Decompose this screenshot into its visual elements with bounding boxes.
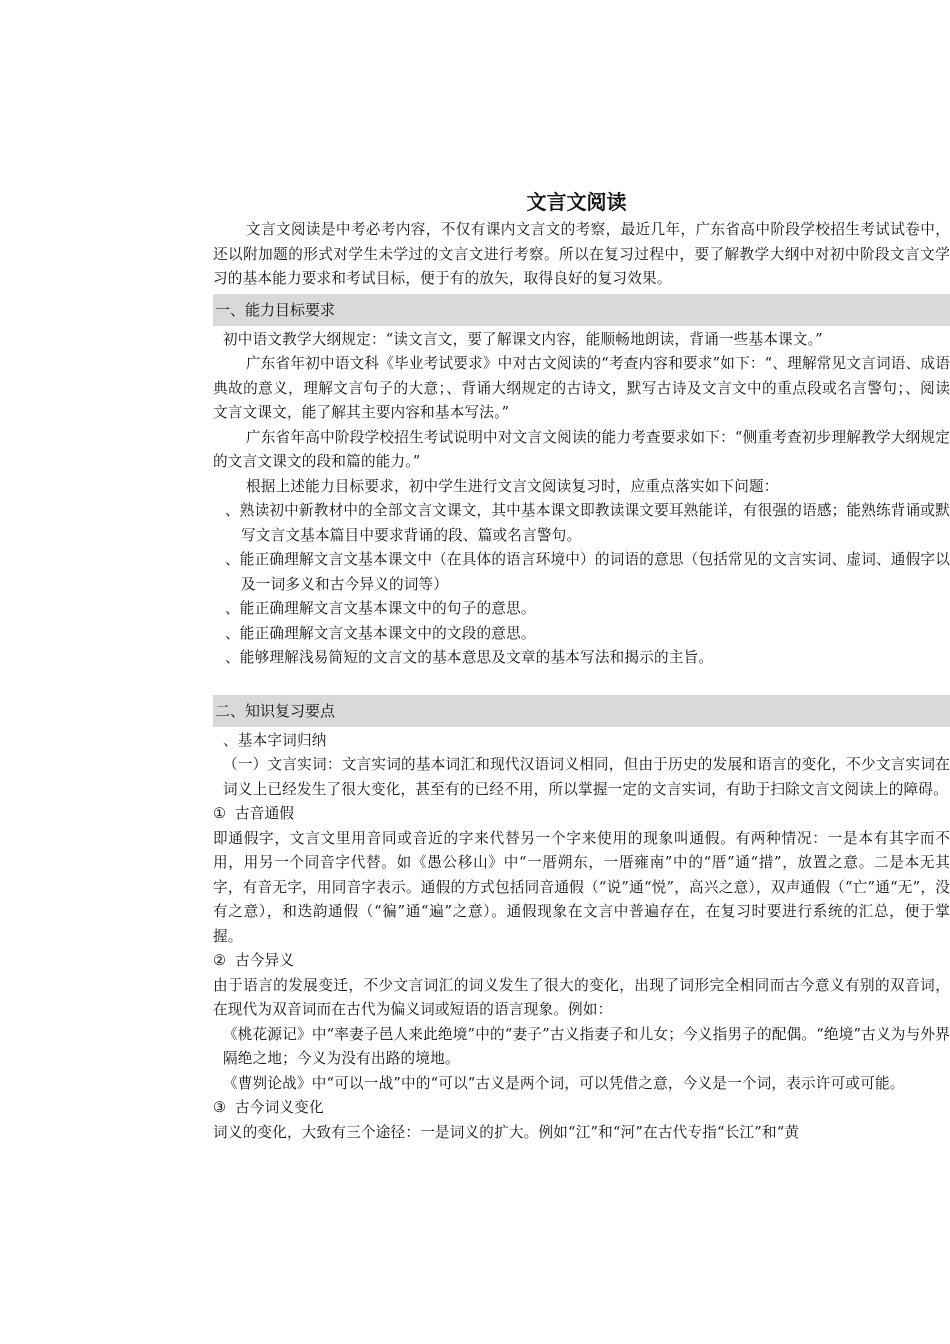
circled-number-1: ①	[213, 805, 227, 822]
syllabus-paragraph: 初中语文教学大纲规定：“读文言文，要了解课文内容，能顺畅地朗读，背诵一些基本课文。”	[223, 330, 823, 348]
example-paragraph: 《曹刿论战》中“可以一战”中的“可以”古义是两个词，可以凭借之意，今义是一个词，表示许可或可能。	[223, 1074, 905, 1092]
spacer	[213, 671, 950, 693]
document-page	[213, 188, 950, 1145]
exam-requirements-paragraph: 广东省年初中语文科《毕业考试要求》中对古文阅读的“考查内容和要求”如下：“、理解常见文言词语、成语典故的意义，理解文言句子的大意；、背诵大纲规定的古诗文，默写古诗及文言文中的重点段或名言警句；、阅读文言文课文，能了解其主要内容和基本写法。”	[213, 355, 950, 421]
subheading-yiyi	[213, 949, 950, 974]
example-paragraph: 《桃花源记》中“率妻子邑人来此绝境”中的“妻子”古义指妻子和儿女；今义指男子的配偶。“绝境”古义为与外界隔绝之地；今义为没有出路的境地。	[223, 1025, 950, 1067]
subheading-label: 古今词义变化	[235, 1099, 324, 1116]
subheading-label: 古音通假	[235, 805, 295, 822]
content-words-paragraph: （一）文言实词：文言实词的基本词汇和现代汉语词义相同，但由于历史的发展和语言的变化，不少文言实词在词义上已经发生了很大变化，甚至有的已经不用，所以掌握一定的文言实词，有助于扫除文言文阅读上的障碍。	[223, 756, 950, 798]
list-item: 、能够理解浅易简短的文言文的基本意思及文章的基本写法和揭示的主旨。	[225, 649, 714, 666]
section-heading-knowledge: 二、知识复习要点	[213, 695, 950, 727]
review-focus-paragraph: 根据上述能力目标要求，初中学生进行文言文阅读复习时，应重点落实如下问题：	[246, 477, 779, 495]
list-item: 、能正确理解文言文基本课文中（在具体的语言环境中）的词语的意思（包括常见的文言实词、虚词、通假字以及一词多义和古今异义的词等）	[225, 551, 950, 593]
yiyi-paragraph: 由于语言的发展变迁，不少文言词汇的词义发生了很大的变化，出现了词形完全相同而古今意义有别的双音词，在现代为双音词而在古代为偏义词或短语的语言现象。例如：	[213, 976, 950, 1018]
subheading-bianhua	[213, 1096, 950, 1121]
page-title: 文言文阅读	[526, 190, 627, 214]
circled-number-3: ③	[213, 1099, 227, 1116]
list-item: 、能正确理解文言文基本课文中的文段的意思。	[225, 624, 536, 642]
section-heading-ability: 一、能力目标要求	[213, 294, 950, 326]
subheading-basic-words: 、基本字词归纳	[223, 731, 327, 749]
tongjia-paragraph: 即通假字，文言文里用音同或音近的字来代替另一个字来使用的现象叫通假。有两种情况：一是本有其字而不用，用另一个同音字代替。如《愚公移山》中“一厝朔东，一厝雍南”中的“厝”通“措”，放置之意。二是本无其字，有音无字，用同音字表示。通假的方式包括同音通假（“说”通“悦”，高兴之意），双声通假（“亡”通“无”，没有之意），和迭韵通假（“徧”通“遍”之意）。通假现象在文言中普遍存在，在复习时要进行系统的汇总，便于掌握。	[213, 829, 950, 945]
list-item: 、熟读初中新教材中的全部文言文课文，其中基本课文即教读课文要耳熟能详，有很强的语感；能熟练背诵或默写文言文基本篇目中要求背诵的段、篇或名言警句。	[225, 502, 950, 544]
subheading-tongjia	[213, 802, 950, 827]
list-item: 、能正确理解文言文基本课文中的句子的意思。	[225, 600, 536, 617]
bianhua-paragraph: 词义的变化，大致有三个途径：一是词义的扩大。例如“江”和“河”在古代专指“长江”和“黄	[213, 1123, 800, 1141]
subheading-label: 古今异义	[235, 952, 295, 969]
intro-paragraph: 文言文阅读是中考必考内容，不仅有课内文言文的考察，最近几年，广东省高中阶段学校招生考试试卷中，还以附加题的形式对学生未学过的文言文进行考察。所以在复习过程中，要了解教学大纲中对初中阶段文言文学习的基本能力要求和考试目标，便于有的放矢，取得良好的复习效果。	[213, 221, 950, 287]
circled-number-2: ②	[213, 952, 227, 969]
entrance-exam-paragraph: 广东省年高中阶段学校招生考试说明中对文言文阅读的能力考查要求如下：“侧重考查初步理解教学大纲规定的文言文课文的段和篇的能力。”	[213, 428, 950, 470]
